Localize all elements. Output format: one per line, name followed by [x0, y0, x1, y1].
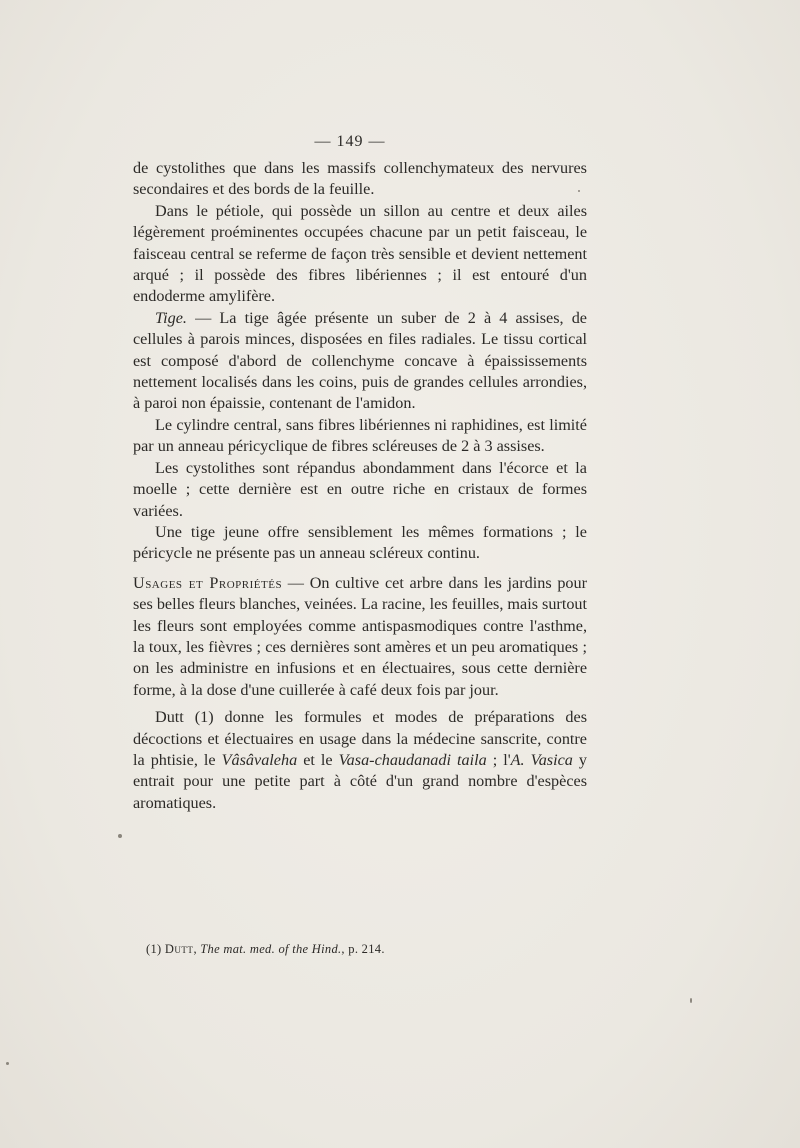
dutt-italic-2: Vasa-chaudanadi taila	[338, 750, 487, 769]
paper-speck	[690, 998, 692, 1003]
tige-heading: Tige.	[155, 308, 187, 327]
footnote-sep: ,	[193, 942, 201, 956]
paper-speck	[6, 1062, 9, 1065]
footnote-page: , p. 214.	[341, 942, 385, 956]
paragraph-tige-text: — La tige âgée présente un suber de 2 à 4 assises, de cellules à parois minces, disposées en files radiales. Le tissu cortical est composé d'abord de collenchyme concave à épaississements nettement localisés dans les coins, puis de grandes cellules arrondies, à paroi non épaissie, contenant de l'amidon.	[133, 308, 587, 413]
paragraph-usages	[133, 573, 587, 701]
paragraph-4-text: Le cylindre central, sans fibres libériennes ni raphidines, est limité par un anneau péricyclique de fibres scléreuses de 2 à 3 assises.	[133, 415, 587, 456]
dutt-text-2: et le	[297, 750, 339, 769]
paper-speck	[118, 834, 122, 838]
dutt-text-1: Dutt (1) donne les formules et modes de préparations des décoctions et électuaires en usage dans la médecine sanscrite, contre la phtisie, le	[133, 708, 587, 769]
dutt-italic-3: A. Vasica	[510, 750, 573, 769]
paragraph-1-text: de cystolithes que dans les massifs collenchymateux des nervures secondaires et des bords de la feuille.	[133, 159, 587, 199]
footnote	[146, 942, 385, 957]
usages-heading: Usages et Propriétés	[133, 573, 283, 592]
paragraph-5	[133, 458, 587, 522]
paragraph-6	[133, 522, 587, 565]
footnote-marker: (1)	[146, 942, 165, 956]
body-text	[133, 158, 587, 814]
paragraph-2-text: Dans le pétiole, qui possède un sillon au centre et deux ailes légèrement proéminentes occupées chacune par un petit faisceau, le faisceau central se referme de façon très sensible et devient nettement arqué ; il possède des fibres libériennes ; il est entouré d'un endoderme amylifère.	[133, 201, 587, 306]
paragraph-tige	[133, 308, 587, 415]
paragraph-4	[133, 415, 587, 458]
footnote-author: Dutt	[164, 942, 194, 956]
page-number: — 149 —	[314, 133, 386, 150]
paper-speck	[578, 190, 580, 192]
paragraph-1	[133, 158, 587, 201]
dutt-italic-1: Vâsâvaleha	[221, 750, 298, 769]
dutt-text-3: ; l'	[486, 750, 511, 769]
usages-text: — On cultive cet arbre dans les jardins pour ses belles fleurs blanches, veinées. La racine, les feuilles, mais surtout les fleurs sont employées comme antispasmodiques contre l'asthme, la toux, les fièvres ; ces dernières sont amères et un peu aromatiques ; on les administre en infusions et en électuaires, sous cette dernière forme, à la dose d'une cuillerée à café deux fois par jour.	[133, 573, 588, 699]
dutt-text-4: y entrait pour une petite part à côté d'un grand nombre d'espèces aromatiques.	[133, 750, 587, 812]
paragraph-2	[133, 201, 587, 308]
footnote-title: The mat. med. of the Hind.	[200, 942, 342, 956]
paragraph-6-text: Une tige jeune offre sensiblement les mêmes formations ; le péricycle ne présente pas un anneau scléreux continu.	[133, 522, 587, 563]
paragraph-5-text: Les cystolithes sont répandus abondamment dans l'écorce et la moelle ; cette dernière est en outre riche en cristaux de formes variées.	[133, 458, 587, 520]
paragraph-dutt	[133, 707, 587, 814]
